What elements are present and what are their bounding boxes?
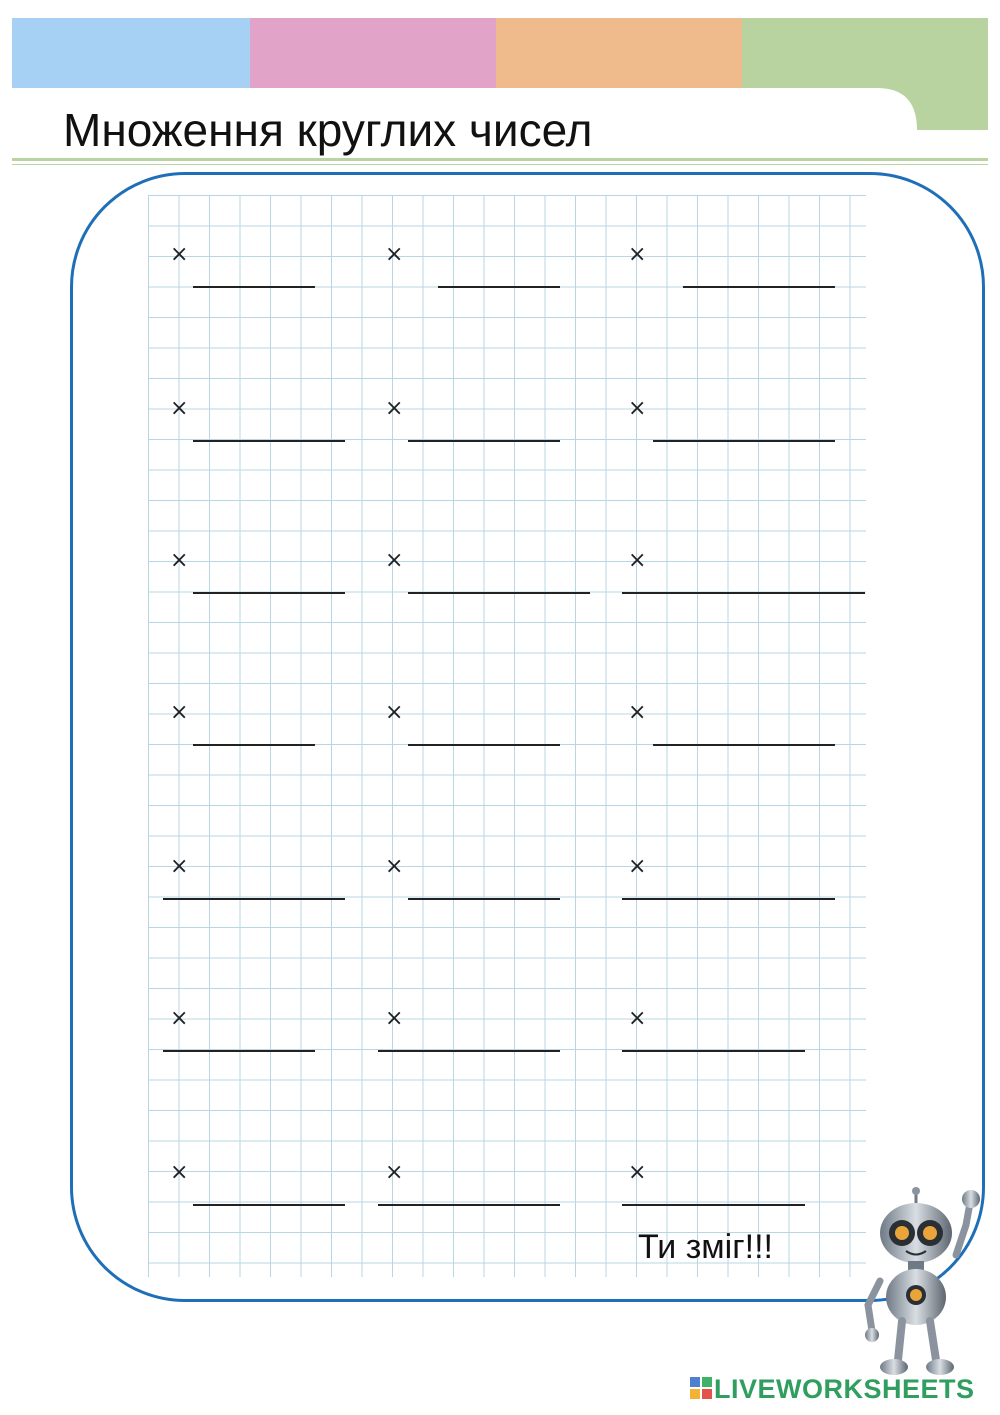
result-line	[438, 286, 560, 288]
success-message: Ти зміг!!!	[638, 1228, 773, 1266]
header-band-blue	[12, 18, 250, 88]
multiply-sign: ×	[628, 1006, 647, 1031]
multiply-sign: ×	[170, 396, 189, 421]
multiply-sign: ×	[628, 1160, 647, 1185]
multiply-sign: ×	[170, 242, 189, 267]
result-line	[653, 440, 835, 442]
result-line	[653, 744, 835, 746]
multiply-sign: ×	[628, 242, 647, 267]
result-line	[408, 440, 560, 442]
result-line	[378, 1050, 560, 1052]
graph-paper	[148, 195, 866, 1277]
header-band-green	[742, 18, 990, 130]
result-line	[193, 1204, 345, 1206]
result-line	[378, 1204, 560, 1206]
result-line	[622, 592, 865, 594]
multiply-sign: ×	[628, 548, 647, 573]
result-line	[193, 592, 345, 594]
multiply-sign: ×	[385, 854, 404, 879]
multiply-sign: ×	[385, 548, 404, 573]
result-line	[408, 744, 560, 746]
result-line	[622, 1050, 805, 1052]
result-line	[622, 898, 835, 900]
multiply-sign: ×	[170, 854, 189, 879]
multiply-sign: ×	[170, 548, 189, 573]
multiply-sign: ×	[628, 396, 647, 421]
multiply-sign: ×	[385, 1006, 404, 1031]
result-line	[622, 1204, 805, 1206]
page-title: Множення круглих чисел	[63, 104, 593, 156]
result-line	[408, 898, 560, 900]
liveworksheets-logo-icon	[690, 1377, 712, 1399]
header-band-orange	[496, 18, 742, 88]
multiply-sign: ×	[170, 1160, 189, 1185]
result-line	[683, 286, 835, 288]
multiply-sign: ×	[385, 700, 404, 725]
title-underline	[12, 158, 988, 161]
multiply-sign: ×	[170, 700, 189, 725]
multiply-sign: ×	[385, 396, 404, 421]
multiply-sign: ×	[385, 242, 404, 267]
result-line	[193, 440, 345, 442]
result-line	[163, 898, 345, 900]
result-line	[163, 1050, 315, 1052]
result-line	[193, 744, 315, 746]
title-underline-thin	[12, 164, 988, 165]
robot-waving-icon	[858, 1185, 988, 1385]
logo-text: LIVEWORKSHEETS	[714, 1374, 975, 1404]
result-line	[408, 592, 590, 594]
header-band-pink	[250, 18, 496, 88]
multiply-sign: ×	[170, 1006, 189, 1031]
multiply-sign: ×	[628, 700, 647, 725]
multiply-sign: ×	[628, 854, 647, 879]
result-line	[193, 286, 315, 288]
multiply-sign: ×	[385, 1160, 404, 1185]
